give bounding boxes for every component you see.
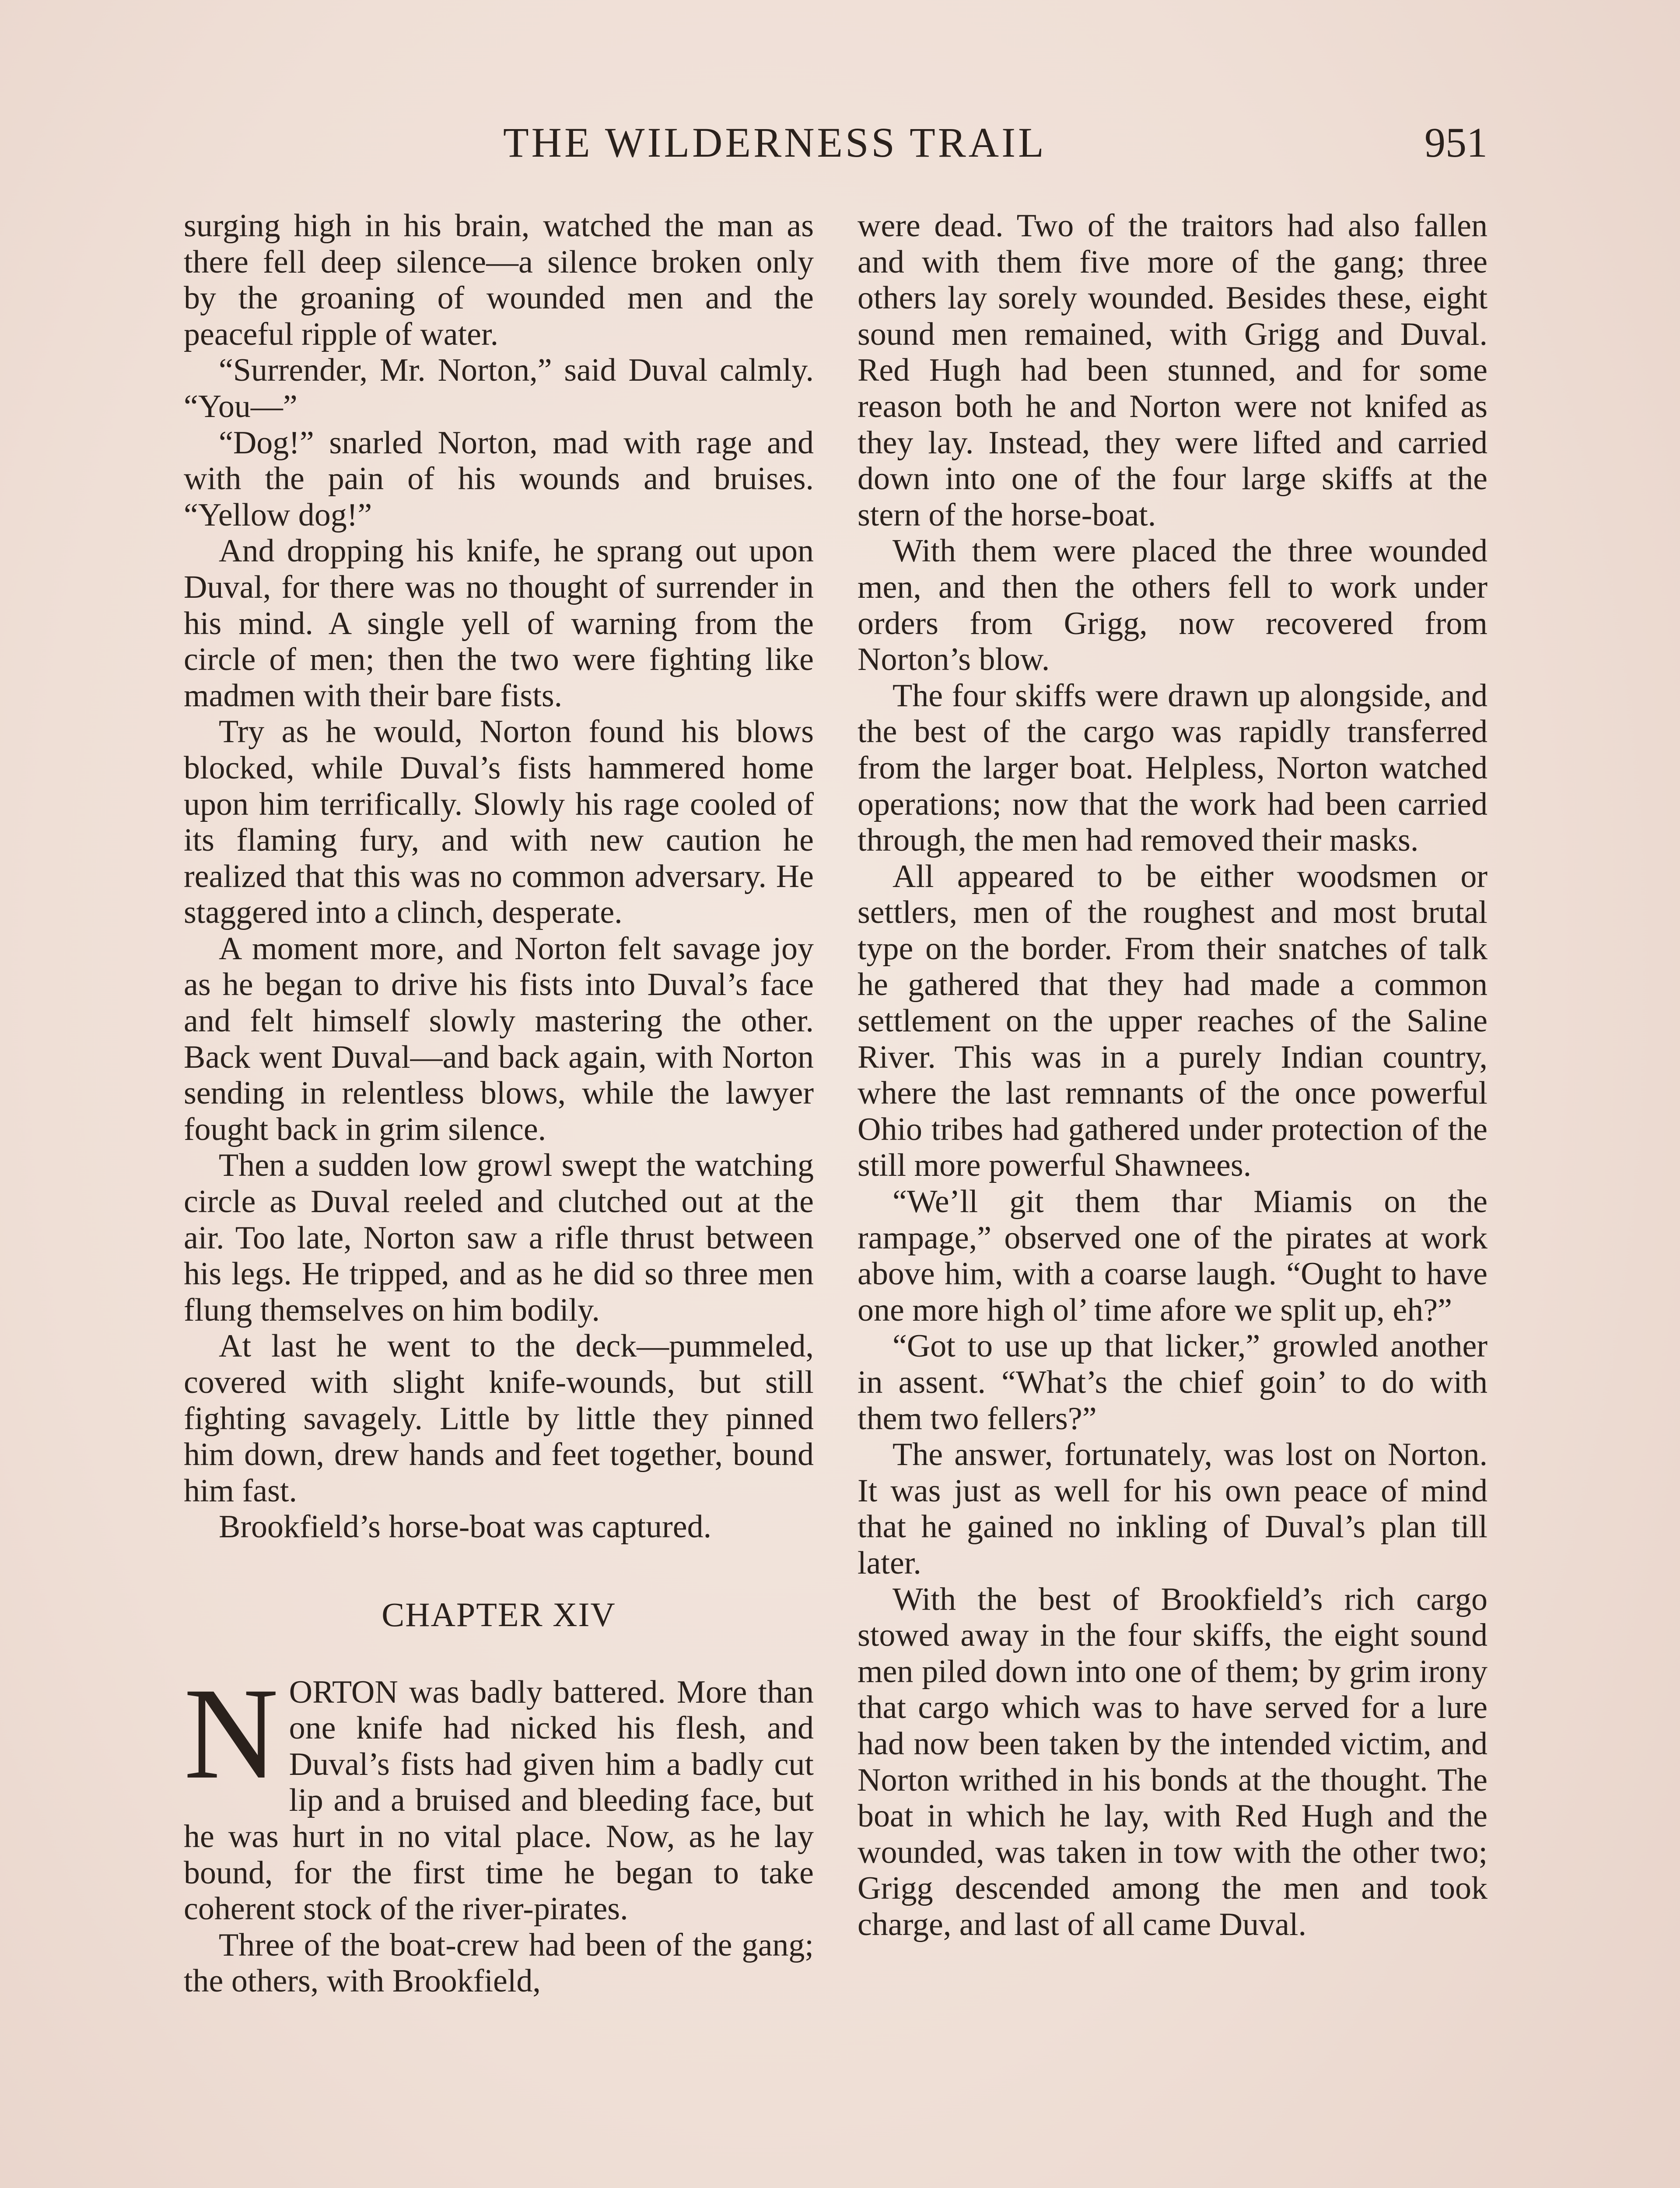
paragraph: A moment more, and Norton felt savage joy as he began to drive his fists into Duval’s face and felt himself slowly mastering the other. Back went Duval—and back again, with Norton sending in relentless blows, while the lawyer fought back in grim silence. (184, 930, 814, 1147)
paragraph: At last he went to the deck—pummeled, covered with slight knife-wounds, but still fighting savagely. Little by little they pinned him down, drew hands and feet together, bound him fast. (184, 1328, 814, 1509)
chapter-opening-text: ORTON was badly battered. More than one knife had nicked his flesh, and Duval’s fists had given him a badly cut lip and a bruised and bleeding face, but he was hurt in no vital place. Now, as he lay bound, for the first time he began to take coherent stock of the river-pirates. (184, 1674, 814, 1927)
paragraph: With them were placed the three wounded men, and then the others fell to work under orders from Grigg, now recovered from Norton’s blow. (858, 533, 1488, 678)
paragraph: Three of the boat-crew had been of the gang; the others, with Brookfield, (184, 1927, 814, 1999)
paragraph: The answer, fortunately, was lost on Norton. It was just as well for his own peace of mind that he gained no inkling of Duval’s plan till later. (858, 1437, 1488, 1581)
paragraph: “Dog!” snarled Norton, mad with rage and with the pain of his wounds and bruises. “Yellow dog!” (184, 424, 814, 533)
drop-cap: N (184, 1660, 279, 1806)
paragraph: Brookfield’s horse-boat was captured. (219, 1509, 712, 1545)
paragraph: Then a sudden low growl swept the watching circle as Duval reeled and clutched out at the air. Too late, Norton saw a rifle thrust between his legs. He tripped, and as he did so three men flung themselves on him bodily. (184, 1147, 814, 1328)
paragraph: The four skiffs were drawn up alongside, and the best of the cargo was rapidly transferred from the larger boat. Helpless, Norton watched operations; now that the work had been carried through, the men had removed their masks. (858, 677, 1488, 859)
paragraph: “Surrender, Mr. Norton,” said Duval calmly. “You—” (184, 352, 814, 424)
paragraph: With the best of Brookfield’s rich cargo stowed away in the four skiffs, the eight sound men piled down into one of them; by grim irony that cargo which was to have served for a lure had now been taken by the intended victim, and Norton writhed in his bonds at the thought. The boat in which he lay, with Red Hugh and the wounded, was taken in tow with the other two; Grigg descended among the men and took charge, and last of all came Duval. (858, 1581, 1488, 1943)
paragraph: surging high in his brain, watched the man as there fell deep silence—a silence broken only by the groaning of wounded men and the peaceful ripple of water. (184, 208, 814, 352)
paragraph: were dead. Two of the traitors had also fallen and with them five more of the gang; three others lay sorely wounded. Besides these, eight sound men remained, with Grigg and Duval. Red Hugh had been stunned, and for some reason both he and Norton were not knifed as they lay. Instead, they were lifted and carried down into one of the four large skiffs at the stern of the horse-boat. (858, 208, 1488, 533)
right-column (858, 208, 1488, 1943)
paragraph: “We’ll git them thar Miamis on the rampage,” observed one of the pirates at work above him, with a coarse laugh. “Ought to have one more high ol’ time afore we split up, eh?” (858, 1184, 1488, 1328)
paragraph: And dropping his knife, he sprang out upon Duval, for there was no thought of surrender in his mind. A single yell of warning from the circle of men; then the two were fighting like madmen with their bare fists. (184, 533, 814, 714)
paragraph: Try as he would, Norton found his blows blocked, while Duval’s fists hammered home upon him terrifically. Slowly his rage cooled of its flaming fury, and with new caution he realized that this was no common adversary. He staggered into a clinch, desperate. (184, 714, 814, 931)
running-header (184, 118, 1488, 171)
paragraph: “Got to use up that licker,” growled another in assent. “What’s the chief goin’ to do with them two fellers?” (858, 1328, 1488, 1437)
chapter-heading: CHAPTER XIV (382, 1595, 616, 1634)
left-column (184, 208, 814, 1999)
running-title: THE WILDERNESS TRAIL (503, 119, 1046, 166)
page-number: 951 (1424, 119, 1488, 166)
chapter-opening-paragraph (184, 1660, 814, 1927)
paragraph: All appeared to be either woodsmen or settlers, men of the roughest and most brutal type on the border. From their snatches of talk he gathered that they had made a common settlement on the upper reaches of the Saline River. This was in a purely Indian country, where the last remnants of the once powerful Ohio tribes had gathered under protection of the still more powerful Shawnees. (858, 858, 1488, 1184)
